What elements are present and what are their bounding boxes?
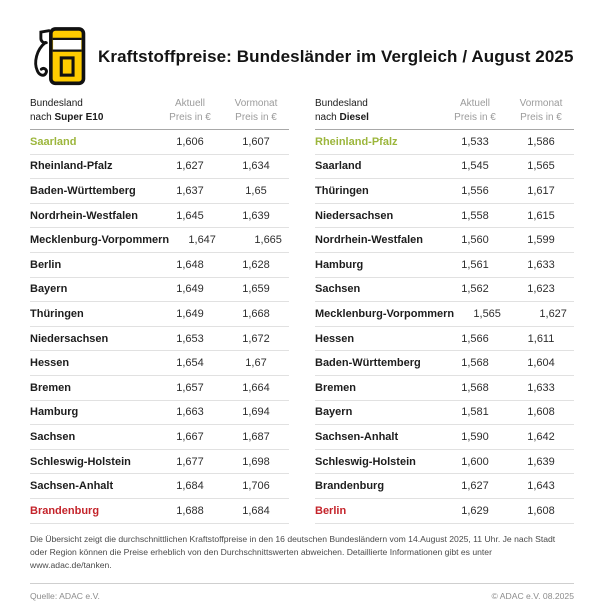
table-header <box>315 97 574 130</box>
state-name: Sachsen <box>315 283 361 296</box>
table-row <box>315 450 574 475</box>
column-header-vormonat: Vormonat Preis in € <box>519 98 563 123</box>
state-name: Nordrhein-Westfalen <box>315 234 423 247</box>
vormonat-value: 1,643 <box>527 480 555 493</box>
vormonat-value: 1,668 <box>242 307 270 320</box>
state-name: Saarland <box>315 160 362 173</box>
state-name: Bremen <box>315 381 356 394</box>
state-name: Niedersachsen <box>30 332 109 345</box>
aktuell-value: 1,568 <box>461 381 489 394</box>
vormonat-value: 1,604 <box>527 357 555 370</box>
aktuell-value: 1,653 <box>176 332 204 345</box>
aktuell-value: 1,629 <box>461 504 489 517</box>
aktuell-value: 1,667 <box>176 430 204 443</box>
table-row <box>30 474 289 499</box>
vormonat-value: 1,615 <box>527 209 555 222</box>
source-label: Quelle: ADAC e.V. <box>30 591 100 601</box>
state-name: Rheinland-Pfalz <box>315 135 398 148</box>
vormonat-value: 1,608 <box>527 504 555 517</box>
aktuell-value: 1,637 <box>176 184 204 197</box>
vormonat-value: 1,607 <box>242 135 270 148</box>
table-row <box>315 302 574 327</box>
vormonat-value: 1,684 <box>242 504 270 517</box>
aktuell-value: 1,533 <box>461 135 489 148</box>
table-row <box>30 278 289 303</box>
vormonat-value: 1,706 <box>242 480 270 493</box>
vormonat-value: 1,687 <box>242 430 270 443</box>
vormonat-value: 1,67 <box>245 357 267 370</box>
aktuell-value: 1,677 <box>176 455 204 468</box>
state-name: Brandenburg <box>315 480 385 493</box>
table-row <box>30 302 289 327</box>
vormonat-value: 1,608 <box>527 406 555 419</box>
table-super-e10 <box>30 97 289 524</box>
table-rows <box>30 130 289 524</box>
aktuell-value: 1,561 <box>461 258 489 271</box>
table-row <box>315 401 574 426</box>
aktuell-value: 1,654 <box>176 357 204 370</box>
state-name: Bremen <box>30 381 71 394</box>
vormonat-value: 1,634 <box>242 160 270 173</box>
table-row <box>315 499 574 524</box>
footnote-text: Die Übersicht zeigt die durchschnittlichen Kraftstoffpreise in den 16 deutschen Bundesländern vom 14.August 2025, 11 Uhr. Je nach Stadt oder Region können die Preise erheblich von den Durchschnittswerten abweichen. Detaillierte Informationen gibt es unter www.adac.de/tanken. <box>30 533 556 571</box>
table-row <box>30 253 289 278</box>
vormonat-value: 1,65 <box>245 184 267 197</box>
table-row <box>30 228 289 253</box>
aktuell-value: 1,649 <box>176 283 204 296</box>
table-row <box>315 253 574 278</box>
vormonat-value: 1,672 <box>242 332 270 345</box>
state-name: Berlin <box>30 258 62 271</box>
state-name: Saarland <box>30 135 77 148</box>
state-name: Hessen <box>315 332 355 345</box>
tables-container <box>30 97 574 524</box>
table-row <box>30 499 289 524</box>
state-name: Thüringen <box>315 184 369 197</box>
table-row <box>30 425 289 450</box>
vormonat-value: 1,665 <box>254 234 282 247</box>
table-row <box>315 228 574 253</box>
aktuell-value: 1,565 <box>473 307 501 320</box>
state-name: Hessen <box>30 357 70 370</box>
vormonat-value: 1,633 <box>527 258 555 271</box>
aktuell-value: 1,627 <box>461 480 489 493</box>
table-row <box>315 155 574 180</box>
table-row <box>30 450 289 475</box>
column-header-bundesland: Bundesland nach Super E10 <box>30 98 104 123</box>
table-diesel <box>315 97 574 524</box>
vormonat-value: 1,611 <box>527 332 555 345</box>
aktuell-value: 1,684 <box>176 480 204 493</box>
column-header-aktuell: Aktuell Preis in € <box>169 98 211 123</box>
table-row <box>30 130 289 155</box>
table-row <box>315 204 574 229</box>
state-name: Schleswig-Holstein <box>30 455 131 468</box>
state-name: Mecklenburg-Vorpommern <box>315 307 455 320</box>
aktuell-value: 1,688 <box>176 504 204 517</box>
vormonat-value: 1,617 <box>527 184 555 197</box>
state-name: Schleswig-Holstein <box>315 455 416 468</box>
aktuell-value: 1,647 <box>188 234 216 247</box>
table-rows <box>315 130 574 524</box>
aktuell-value: 1,562 <box>461 283 489 296</box>
vormonat-value: 1,664 <box>242 381 270 394</box>
state-name: Sachsen-Anhalt <box>315 430 399 443</box>
vormonat-value: 1,627 <box>539 307 567 320</box>
vormonat-value: 1,565 <box>527 160 555 173</box>
table-row <box>315 327 574 352</box>
aktuell-value: 1,566 <box>461 332 489 345</box>
table-row <box>30 376 289 401</box>
state-name: Nordrhein-Westfalen <box>30 209 138 222</box>
vormonat-value: 1,642 <box>527 430 555 443</box>
state-name: Rheinland-Pfalz <box>30 160 113 173</box>
aktuell-value: 1,627 <box>176 160 204 173</box>
table-row <box>30 327 289 352</box>
table-row <box>315 130 574 155</box>
state-name: Thüringen <box>30 307 84 320</box>
state-name: Berlin <box>315 504 347 517</box>
fuel-pump-icon <box>30 26 88 88</box>
vormonat-value: 1,586 <box>527 135 555 148</box>
table-row <box>315 376 574 401</box>
vormonat-value: 1,623 <box>527 283 555 296</box>
state-name: Bayern <box>315 406 353 419</box>
copyright-label: © ADAC e.V. 08.2025 <box>491 591 574 601</box>
vormonat-value: 1,639 <box>242 209 270 222</box>
table-header <box>30 97 289 130</box>
state-name: Mecklenburg-Vorpommern <box>30 234 170 247</box>
table-row <box>315 278 574 303</box>
state-name: Hamburg <box>315 258 364 271</box>
vormonat-value: 1,659 <box>242 283 270 296</box>
vormonat-value: 1,639 <box>527 455 555 468</box>
state-name: Baden-Württemberg <box>30 184 136 197</box>
column-header-aktuell: Aktuell Preis in € <box>454 98 496 123</box>
vormonat-value: 1,694 <box>242 406 270 419</box>
state-name: Brandenburg <box>30 504 100 517</box>
vormonat-value: 1,698 <box>242 455 270 468</box>
aktuell-value: 1,649 <box>176 307 204 320</box>
state-name: Niedersachsen <box>315 209 394 222</box>
vormonat-value: 1,633 <box>527 381 555 394</box>
state-name: Bayern <box>30 283 68 296</box>
column-header-bundesland: Bundesland nach Diesel <box>315 98 369 123</box>
table-row <box>30 401 289 426</box>
table-row <box>315 179 574 204</box>
table-row <box>315 425 574 450</box>
table-row <box>30 204 289 229</box>
vormonat-value: 1,628 <box>242 258 270 271</box>
table-row <box>30 351 289 376</box>
aktuell-value: 1,600 <box>461 455 489 468</box>
column-header-vormonat: Vormonat Preis in € <box>234 98 278 123</box>
aktuell-value: 1,568 <box>461 357 489 370</box>
state-name: Hamburg <box>30 406 79 419</box>
fuel-name: Diesel <box>339 111 369 123</box>
aktuell-value: 1,606 <box>176 135 204 148</box>
table-row <box>30 155 289 180</box>
state-name: Sachsen <box>30 430 76 443</box>
table-row <box>30 179 289 204</box>
aktuell-value: 1,556 <box>461 184 489 197</box>
state-name: Sachsen-Anhalt <box>30 480 114 493</box>
aktuell-value: 1,590 <box>461 430 489 443</box>
aktuell-value: 1,560 <box>461 234 489 247</box>
header <box>30 26 574 88</box>
footer <box>30 583 574 601</box>
aktuell-value: 1,558 <box>461 209 489 222</box>
aktuell-value: 1,645 <box>176 209 204 222</box>
state-name: Baden-Württemberg <box>315 357 421 370</box>
page-title: Kraftstoffpreise: Bundesländer im Vergleich / August 2025 <box>98 47 574 66</box>
table-row <box>315 474 574 499</box>
aktuell-value: 1,663 <box>176 406 204 419</box>
aktuell-value: 1,581 <box>461 406 489 419</box>
fuel-name: Super E10 <box>54 111 104 123</box>
table-row <box>315 351 574 376</box>
aktuell-value: 1,657 <box>176 381 204 394</box>
aktuell-value: 1,545 <box>461 160 489 173</box>
aktuell-value: 1,648 <box>176 258 204 271</box>
vormonat-value: 1,599 <box>527 234 555 247</box>
